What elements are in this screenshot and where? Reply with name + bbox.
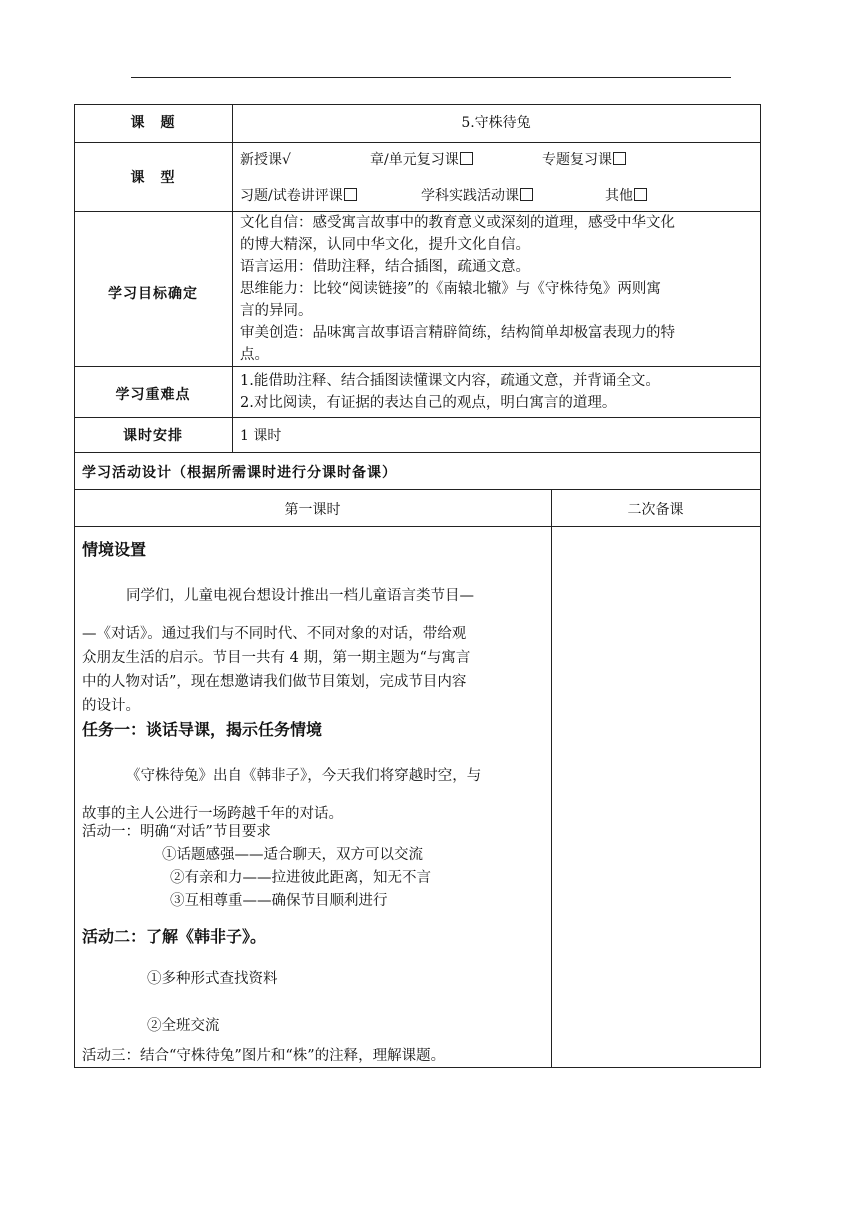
- table-border-left: [74, 104, 75, 1068]
- activity3-text: 活动三：结合“守株待兔”图片和“株”的注释，理解课题。: [82, 1048, 446, 1064]
- type-option-other: 其他: [605, 186, 647, 206]
- table-border-right: [760, 104, 761, 1068]
- activity1-list: ①话题感强——适合聊天，双方可以交流 ②有亲和力——拉进彼此距离，知无不言 ③互相尊重——确保节目顺利进行: [162, 847, 431, 909]
- type-option-unit-review: 章/单元复习课: [370, 150, 473, 170]
- activity2-heading: 活动二：了解《韩非子》。: [82, 927, 267, 946]
- design-label: 学习活动设计（根据所需课时进行分课时备课）: [82, 465, 397, 481]
- header-rule: [131, 77, 731, 78]
- checkbox-icon: [613, 152, 626, 165]
- table-border-top: [74, 104, 761, 105]
- type-option-practice: 学科实践活动课: [421, 186, 533, 206]
- task1-text: 《守株待兔》出自《韩非子》，今天我们将穿越时空，与 故事的主人公进行一场跨越千年的对话。: [82, 768, 482, 822]
- goals-text: 文化自信：感受寓言故事中的教育意义或深刻的道理，感受中华文化 的博大精深，认同中华文化，提升文化自信。 语言运用：借助注释，结合插图，疏通文意。 思维能力：比较“阅读链接”的《南辕北辙》与《守株待兔》两则寓 言的异同。 审美创造：品味寓言故事语言精辟简练，结构简单却极富表现力的特 点。: [240, 215, 675, 363]
- label-column-divider: [232, 104, 233, 452]
- column-header-main: 第一课时: [284, 502, 341, 518]
- row-divider: [74, 526, 761, 527]
- goals-label: 学习目标确定: [108, 286, 198, 302]
- checkbox-icon: [520, 188, 533, 201]
- type-option-exercise: 习题/试卷讲评课: [240, 186, 357, 206]
- title-label: 课 题: [130, 115, 176, 131]
- task1-heading: 任务一：谈话导课，揭示任务情境: [82, 720, 323, 739]
- activity1-title: 活动一：明确“对话”节目要求: [82, 824, 271, 840]
- checkbox-icon: [634, 188, 647, 201]
- checkbox-icon: [344, 188, 357, 201]
- schedule-label: 课时安排: [123, 428, 183, 444]
- scene-text: 同学们，儿童电视台想设计推出一档儿童语言类节目— —《对话》。通过我们与不同时代、不同对象的对话，带给观 众朋友生活的启示。节目一共有 4 期，第一期主题为“与寓言 中的人物对话”，现在想邀请我们做节目策划，完成节目内容 的设计。: [82, 588, 474, 714]
- schedule-value: 1 课时: [240, 428, 282, 444]
- lesson-title: 5.守株待兔: [461, 115, 531, 131]
- checkbox-icon: [460, 152, 473, 165]
- key-points-text: 1.能借助注释、结合插图读懂课文内容，疏通文意，并背诵全文。 2.对比阅读，有证据的表达自己的观点，明白寓言的道理。: [240, 373, 660, 411]
- column-header-notes: 二次备课: [627, 502, 684, 518]
- activity2-item-2: ②全班交流: [147, 1018, 220, 1034]
- lesson-plan-table: [74, 104, 761, 1068]
- key-points-label: 学习重难点: [115, 387, 191, 403]
- type-label: 课 型: [130, 170, 176, 186]
- row-divider: [74, 417, 761, 418]
- row-divider: [74, 366, 761, 367]
- scene-heading: 情境设置: [82, 540, 147, 559]
- checkmark-icon: √: [282, 152, 291, 168]
- row-divider: [74, 452, 761, 453]
- row-divider: [74, 489, 761, 490]
- type-option-topic-review: 专题复习课: [542, 150, 626, 170]
- type-option-new: 新授课√: [240, 152, 291, 168]
- notes-column-divider: [551, 489, 552, 1067]
- activity2-item-1: ①多种形式查找资料: [147, 971, 278, 987]
- row-divider: [74, 142, 761, 143]
